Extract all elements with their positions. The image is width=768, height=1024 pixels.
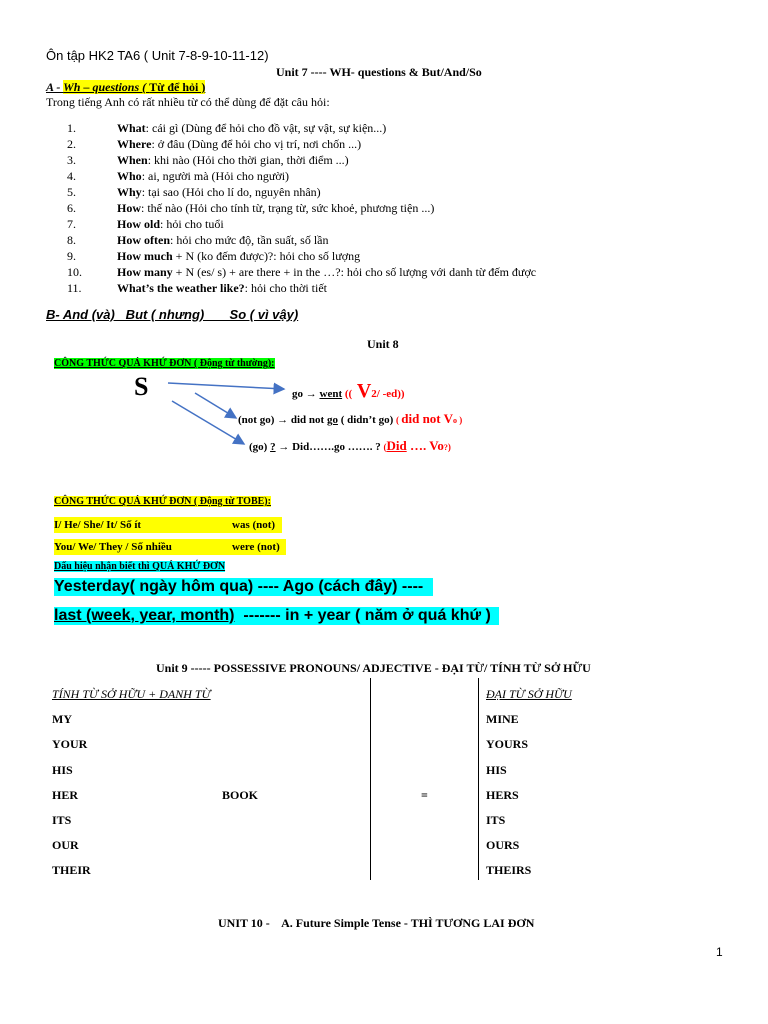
negative-open: (: [396, 415, 402, 425]
pronoun-header: ĐẠI TỪ SỞ HỮU: [486, 687, 572, 701]
item-desc: : hỏi cho tuổi: [160, 217, 224, 231]
adjective-cell: OUR: [52, 838, 79, 852]
affirmative-close: )): [397, 388, 405, 400]
unit8-title: Unit 8: [367, 337, 399, 351]
item-term: How many: [117, 265, 173, 279]
item-desc: : hỏi cho thời tiết: [244, 281, 327, 295]
item-term: What: [117, 121, 146, 135]
formula-negative: [238, 411, 462, 427]
unit10-title: UNIT 10 - A. Future Simple Tense - THÌ TƯƠNG LAI ĐƠN: [218, 916, 535, 930]
negative-rule-sub: o: [453, 416, 458, 425]
subject-symbol: S: [134, 372, 149, 401]
unit7-intro: Trong tiếng Anh có rất nhiều từ có thể dùng để đặt câu hỏi:: [46, 95, 330, 109]
item-term: How often: [117, 233, 170, 247]
item-desc: : tại sao (Hỏi cho lí do, nguyên nhân): [141, 185, 321, 199]
unit9-title: Unit 9 ----- POSSESSIVE PRONOUNS/ ADJECTIVE - ĐẠI TỪ/ TÍNH TỪ SỞ HỮU: [156, 661, 591, 675]
item-number: 5.: [67, 185, 76, 199]
item-number: 6.: [67, 201, 76, 215]
question-form: → Did…….go ……. ?: [275, 441, 384, 453]
item-desc: : cái gì (Dùng để hỏi cho đồ vật, sự vật, sự kiện...): [145, 121, 387, 135]
adjective-cell: MY: [52, 712, 72, 726]
tobe-verb: were (not): [232, 541, 280, 553]
tobe-subject: You/ We/ They / Số nhiều: [54, 541, 172, 553]
adjective-cell: HIS: [52, 763, 73, 777]
table-divider-left: [370, 678, 371, 880]
item-number: 1.: [67, 121, 76, 135]
negative-short: ( didn’t go): [337, 414, 396, 426]
affirmative-base: go →: [292, 388, 320, 400]
arrow-question: [172, 401, 244, 444]
formula-affirmative: [292, 380, 405, 403]
question-rule-sub: ?: [443, 443, 448, 452]
item-desc: + N (es/ s) + are there + in the …?: hỏi cho số lượng với danh từ đếm được: [172, 265, 537, 279]
pronoun-cell: OURS: [486, 838, 520, 852]
item-desc: : ở đâu (Dùng để hỏi cho vị trí, nơi chốn ...): [151, 137, 362, 151]
item-term: When: [117, 153, 148, 167]
table-divider-right: [478, 678, 479, 880]
item-term: What’s the weather like?: [117, 281, 245, 295]
adjective-cell: THEIR: [52, 863, 91, 877]
question-did: Did: [386, 438, 407, 453]
item-number: 9.: [67, 249, 76, 263]
section-a-prefix: A -: [46, 80, 64, 94]
signs-in-year: ------- in + year ( năm ở quá khứ ): [234, 607, 491, 624]
signs-line-1: Yesterday( ngày hôm qua) ---- Ago (cách đây) ----: [54, 578, 433, 596]
item-desc: : hỏi cho mức độ, tần suất, số lần: [170, 233, 329, 247]
adjective-cell: ITS: [52, 813, 72, 827]
pronoun-cell: HERS: [486, 788, 519, 802]
pronoun-cell: HIS: [486, 763, 507, 777]
tobe-subject: I/ He/ She/ It/ Số ít: [54, 519, 142, 531]
unit7-title: Unit 7 ---- WH- questions & But/And/So: [276, 65, 482, 79]
adjective-cell: YOUR: [52, 737, 88, 751]
item-term: How: [117, 201, 141, 215]
item-term: Who: [117, 169, 142, 183]
pronoun-cell: ITS: [486, 813, 506, 827]
arrow-affirmative: [168, 383, 284, 389]
signs-last: last (week, year, month): [54, 607, 235, 624]
page-number: 1: [716, 945, 723, 959]
formula-heading-tobe: CÔNG THỨC QUÁ KHỨ ĐƠN ( Động từ TOBE):: [54, 496, 271, 507]
pronoun-cell: YOURS: [486, 737, 529, 751]
item-desc: + N (ko đếm được)?: hỏi cho số lượng: [172, 249, 361, 263]
item-desc: : thế nào (Hỏi cho tính từ, trạng từ, sức khoẻ, phương tiện ...): [141, 201, 435, 215]
document-header: Ôn tập HK2 TA6 ( Unit 7-8-9-10-11-12): [46, 48, 269, 63]
item-number: 11.: [67, 281, 82, 295]
affirmative-v2: V: [352, 380, 372, 402]
signs-line-2: [54, 607, 499, 625]
question-close: ): [447, 442, 451, 452]
item-number: 3.: [67, 153, 76, 167]
section-a-term: Wh – questions (: [63, 80, 150, 94]
item-term: How much: [117, 249, 173, 263]
item-number: 10.: [67, 265, 82, 279]
affirmative-open: ((: [342, 388, 353, 400]
adjective-header: TÍNH TỪ SỞ HỮU + DANH TỪ: [52, 687, 211, 701]
section-a-rest: Từ để hỏi ): [149, 80, 206, 94]
item-term: Why: [117, 185, 142, 199]
question-base: (go): [249, 441, 271, 453]
formula-heading-regular: CÔNG THỨC QUÁ KHỨ ĐƠN ( Động từ thường):: [54, 358, 275, 369]
item-number: 4.: [67, 169, 76, 183]
section-b-heading: B- And (và) But ( nhưng) So ( vì vậy): [46, 307, 299, 322]
tobe-row: [54, 517, 282, 533]
question-mark: ?: [270, 441, 276, 453]
question-rule: …. Vo: [406, 438, 444, 453]
arrow-negative: [195, 393, 236, 418]
pronoun-cell: MINE: [486, 712, 519, 726]
affirmative-verb: went: [319, 388, 343, 400]
pronoun-cell: THEIRS: [486, 863, 532, 877]
item-term: Where: [117, 137, 152, 151]
negative-base: (not go) → did not: [238, 414, 327, 426]
formula-question: [249, 438, 451, 454]
negative-go: go: [326, 414, 338, 426]
item-number: 2.: [67, 137, 76, 151]
negative-close: ): [457, 415, 463, 425]
item-term: How old: [117, 217, 161, 231]
item-number: 7.: [67, 217, 76, 231]
noun-cell: BOOK: [222, 788, 259, 802]
formula-arrows: [0, 0, 768, 480]
adjective-cell: HER: [52, 788, 79, 802]
item-number: 8.: [67, 233, 76, 247]
equals-sign: =: [421, 788, 428, 802]
negative-rule: did not V: [401, 411, 454, 426]
question-open: (: [383, 442, 387, 452]
affirmative-v2-sub: 2/ -ed: [371, 388, 398, 400]
item-desc: : ai, người mà (Hỏi cho người): [141, 169, 290, 183]
signs-heading: Dấu hiệu nhận biết thì QUÁ KHỨ ĐƠN: [54, 561, 226, 572]
tobe-verb: was (not): [232, 519, 276, 531]
item-desc: : khi nào (Hỏi cho thời gian, thời điểm ...): [147, 153, 349, 167]
tobe-row: [54, 539, 286, 555]
